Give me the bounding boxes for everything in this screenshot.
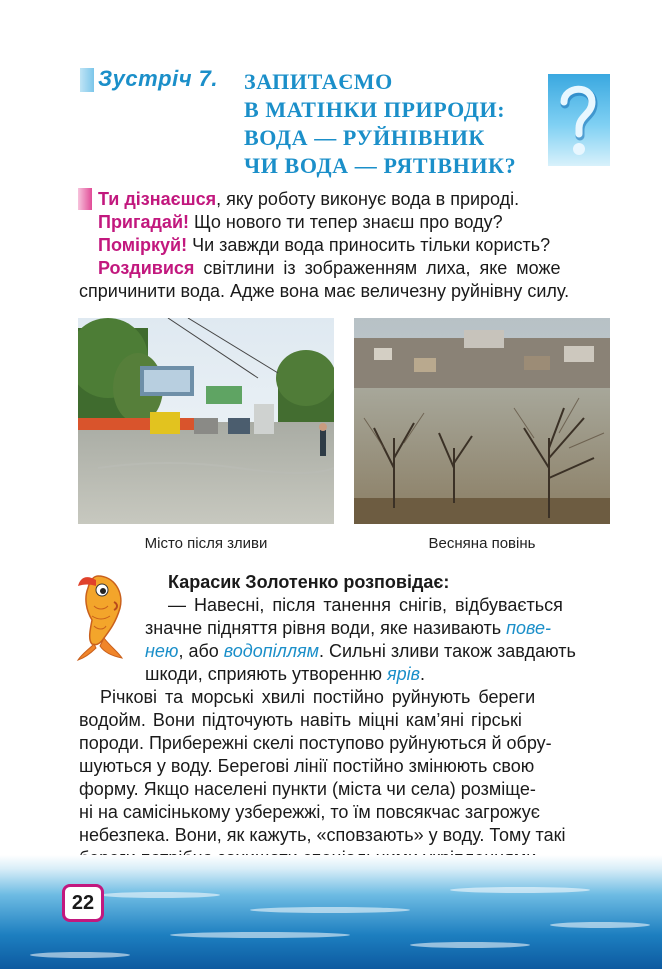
term-vodopillia: водопіллям [223,641,319,661]
keyword: Поміркуй! [98,235,188,255]
intro-text: , яку роботу виконує вода в природі. [216,189,520,209]
title-line: ЧИ ВОДА — РЯТІВНИК? [244,153,517,178]
intro-look-cont: спричинити вода. Адже вона має величезну руйнівну силу. [79,281,570,301]
keyword: Пригадай! [98,212,190,232]
story-line: — Навесні, після танення снігів, відбувається [168,595,563,615]
lesson-label: Зустріч 7. [98,66,219,91]
paragraph-line: шуються у воду. Берегові лінії постійно змінюють свою [79,756,535,776]
question-mark-icon [548,74,610,166]
paragraph-line: форму. Якщо населені пункти (міста чи села) розміще- [79,779,536,799]
title-line: В МАТІНКИ ПРИРОДИ: [244,97,506,122]
goldfish-mascot-icon [74,570,130,662]
main-paragraph [79,686,565,870]
paragraph-line: небезпека. Вони, як кажуть, «сповзають» у воду. Тому такі [79,825,566,845]
story-line [145,663,425,686]
keyword: Роздивися [98,258,195,278]
keyword: Ти дізнаєшся [98,189,217,209]
story-text: . [420,664,426,684]
page-number: 22 [62,884,104,922]
title-line: ВОДА — РУЙНІВНИК [244,125,485,150]
city-flood-photo [78,318,334,524]
intro-text: світлини із зображенням лиха, яке може [194,258,561,278]
intro-recall [98,211,503,234]
story-text: , або [178,641,224,661]
lesson-title [244,68,516,180]
intro-think [98,234,550,257]
paragraph-line: породи. Прибережні скелі поступово руйнуються й обру- [79,733,552,753]
story-line [145,617,551,640]
paragraph-line: ні на самісінькому узбережжі, то їм повсякчас загрожує [79,802,540,822]
term-yar: ярів [387,664,421,684]
photo-caption: Весняна повінь [428,535,536,552]
story-line [145,640,576,663]
intro-text: Чи завжди вода приносить тільки користь? [187,235,551,255]
term-povin-end: нею [145,641,179,661]
title-line: ЗАПИТАЄМО [244,69,393,94]
paragraph-line: водойм. Вони підточують навіть міцні кам’яні гірські [79,710,522,730]
spring-flood-photo [354,318,610,524]
story-text: . Сильні зливи також завдають [318,641,576,661]
paragraph-line: Річкові та морські хвилі постійно руйнують береги [100,687,536,707]
story-text: значне підняття рівня води, яке називають [145,618,507,638]
intro-learn [98,188,519,211]
story-heading: Карасик Золотенко розповідає: [168,572,450,592]
story-text: шкоди, сприяють утворенню [145,664,387,684]
photo-caption: Місто після зливи [144,535,268,552]
intro-look [98,257,561,280]
intro-text: Що нового ти тепер знаєш про воду? [189,212,503,232]
intro-marker [78,188,92,210]
lesson-marker [80,68,94,92]
term-povin: пове- [506,618,552,638]
